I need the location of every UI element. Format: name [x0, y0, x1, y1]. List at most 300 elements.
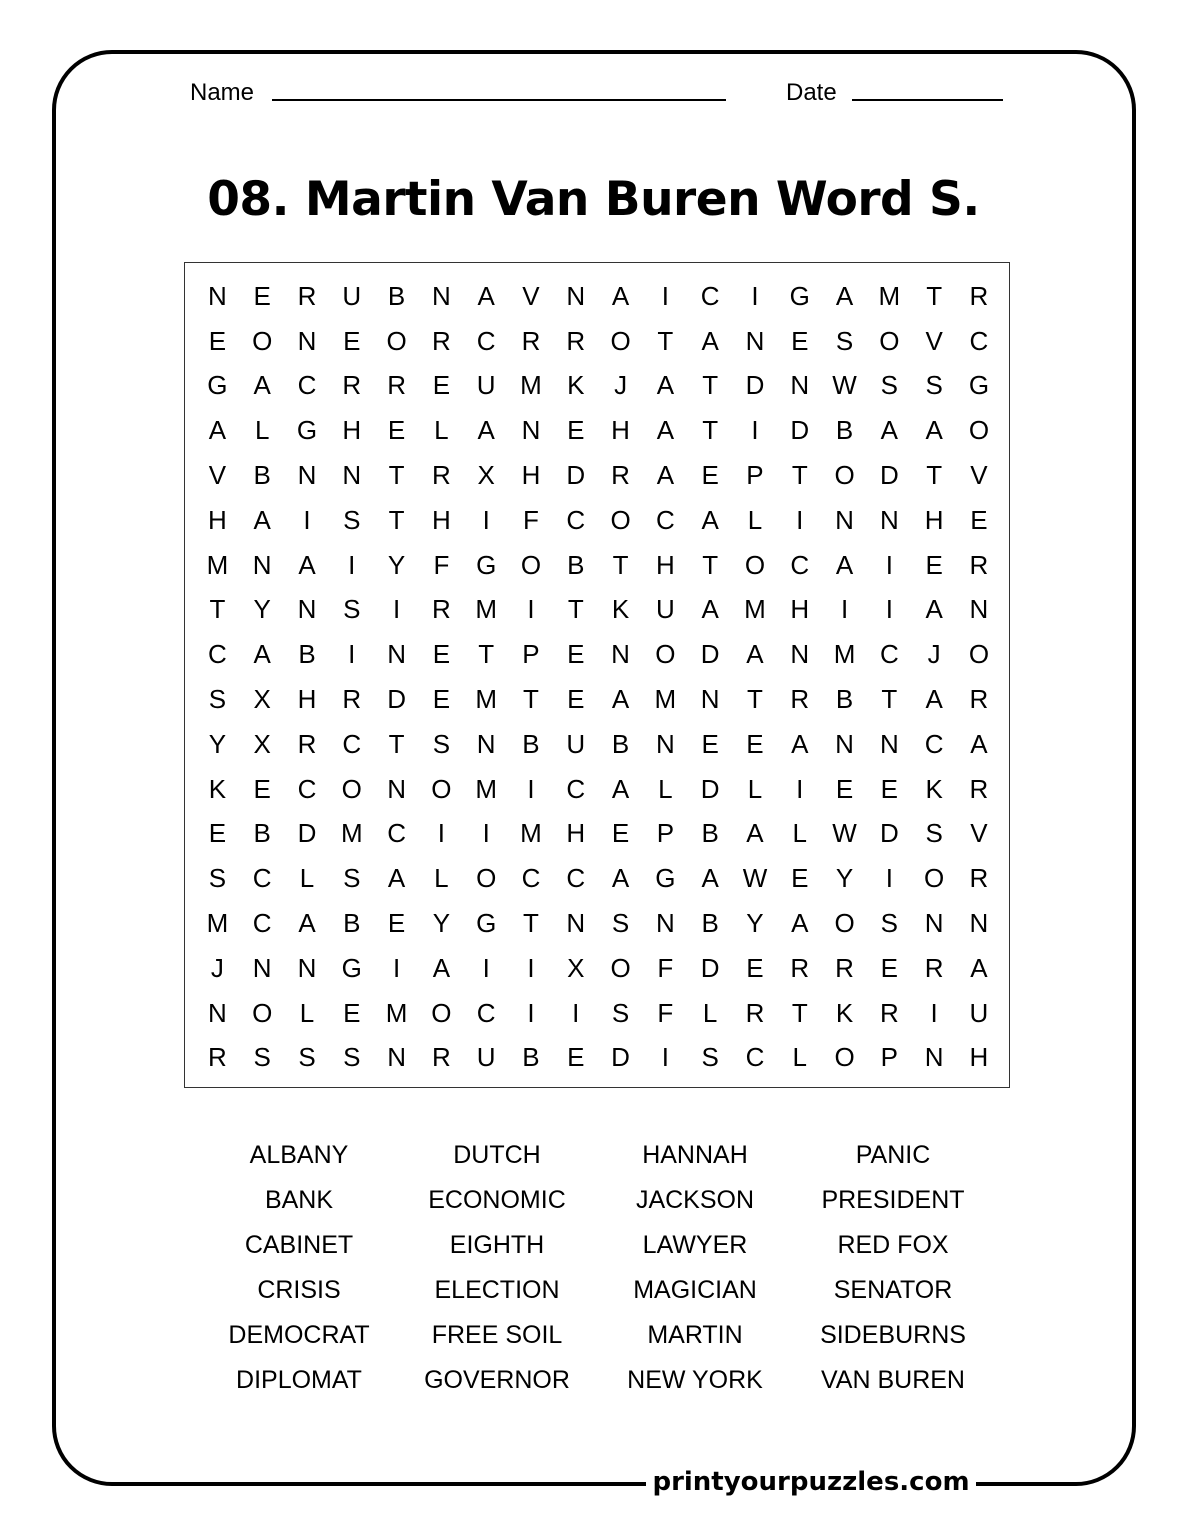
- grid-letter: F: [523, 504, 539, 535]
- grid-letter: N: [924, 908, 944, 939]
- grid-letter: B: [567, 549, 585, 580]
- grid-letter: H: [208, 504, 227, 535]
- grid-letter: A: [298, 549, 316, 580]
- grid-letter: P: [746, 460, 764, 491]
- grid-letter: U: [655, 594, 675, 625]
- grid-letter: B: [835, 684, 854, 715]
- grid-letter: J: [210, 952, 224, 983]
- grid-letter: M: [340, 818, 363, 849]
- grid-letter: N: [297, 460, 317, 491]
- grid-letter: N: [879, 728, 899, 759]
- grid-letter: E: [432, 639, 451, 670]
- word-list-item: ECONOMIC: [428, 1186, 566, 1214]
- grid-letter: C: [252, 863, 272, 894]
- grid-letter: E: [791, 325, 809, 356]
- grid-letter: L: [658, 773, 673, 804]
- date-label: Date: [786, 79, 837, 106]
- grid-letter: T: [702, 370, 719, 401]
- grid-letter: E: [567, 1042, 585, 1073]
- grid-letter: C: [700, 280, 720, 311]
- grid-letter: E: [343, 325, 361, 356]
- grid-letter: H: [790, 594, 810, 625]
- grid-letter: A: [970, 952, 988, 983]
- word-list-item: MARTIN: [647, 1321, 743, 1349]
- grid-letter: V: [522, 280, 540, 311]
- word-list-item: LAWYER: [642, 1231, 748, 1259]
- grid-letter: P: [656, 818, 675, 849]
- grid-letter: W: [832, 818, 857, 849]
- grid-letter: O: [476, 863, 497, 894]
- grid-letter: E: [567, 415, 585, 446]
- grid-letter: L: [702, 997, 718, 1028]
- grid-letter: O: [655, 639, 676, 670]
- grid-letter: U: [566, 728, 586, 759]
- grid-letter: G: [655, 863, 676, 894]
- grid-letter: T: [926, 460, 943, 491]
- grid-letter: R: [431, 325, 451, 356]
- word-list: [200, 1133, 992, 1403]
- word-list-item: DEMOCRAT: [228, 1321, 370, 1349]
- grid-letter: R: [745, 997, 765, 1028]
- grid-letter: A: [656, 460, 675, 491]
- grid-letter: A: [253, 370, 271, 401]
- grid-letter: O: [520, 549, 542, 580]
- grid-letter: H: [566, 818, 586, 849]
- grid-letter: G: [476, 549, 497, 580]
- grid-letter: I: [482, 504, 490, 535]
- grid-letter: B: [701, 908, 719, 939]
- grid-letter: A: [701, 594, 719, 625]
- grid-letter: E: [791, 863, 809, 894]
- grid-letter: M: [206, 549, 229, 580]
- grid-letter: E: [208, 325, 227, 356]
- grid-letter: R: [969, 773, 989, 804]
- grid-letter: N: [252, 952, 272, 983]
- grid-letter: R: [924, 952, 944, 983]
- grid-letter: K: [567, 370, 585, 401]
- grid-letter: E: [343, 997, 361, 1028]
- grid-letter: B: [298, 639, 316, 670]
- grid-letter: I: [527, 997, 535, 1028]
- grid-letter: T: [388, 504, 405, 535]
- word-list-item: EIGHTH: [449, 1231, 545, 1259]
- grid-letter: C: [476, 997, 496, 1028]
- grid-letter: G: [207, 370, 228, 401]
- grid-letter: H: [431, 504, 451, 535]
- grid-letter: Y: [387, 549, 406, 580]
- word-list-item: ELECTION: [434, 1276, 560, 1304]
- grid-letter: A: [208, 415, 227, 446]
- grid-letter: Y: [208, 728, 227, 759]
- grid-letter: U: [476, 370, 496, 401]
- grid-letter: N: [342, 460, 362, 491]
- word-list-item: NEW YORK: [627, 1366, 763, 1394]
- grid-letter: C: [566, 504, 586, 535]
- grid-letter: X: [253, 728, 271, 759]
- grid-letter: C: [297, 773, 317, 804]
- grid-letter: G: [968, 370, 990, 401]
- grid-letter: S: [611, 997, 630, 1028]
- grid-letter: V: [208, 460, 227, 491]
- word-list-item: DIPLOMAT: [236, 1366, 362, 1394]
- grid-letter: N: [297, 325, 317, 356]
- grid-letter: N: [879, 504, 899, 535]
- grid-letter: I: [348, 549, 356, 580]
- grid-letter: N: [297, 594, 317, 625]
- grid-letter: A: [835, 280, 854, 311]
- grid-letter: E: [387, 908, 406, 939]
- word-list-item: ALBANY: [249, 1141, 349, 1169]
- grid-letter: A: [925, 415, 943, 446]
- grid-letter: I: [885, 549, 893, 580]
- grid-letter: T: [567, 594, 584, 625]
- grid-letter: I: [482, 952, 490, 983]
- grid-letter: A: [656, 370, 675, 401]
- grid-letter: S: [343, 863, 361, 894]
- grid-letter: G: [296, 415, 318, 446]
- grid-letter: I: [796, 504, 804, 535]
- grid-letter: R: [431, 594, 451, 625]
- grid-letter: V: [970, 818, 988, 849]
- grid-letter: I: [437, 818, 445, 849]
- grid-letter: N: [611, 639, 630, 670]
- grid-letter: B: [522, 1042, 540, 1073]
- grid-letter: U: [969, 997, 989, 1028]
- grid-letter: R: [342, 684, 362, 715]
- grid-letter: S: [880, 908, 899, 939]
- grid-letter: Y: [835, 863, 854, 894]
- grid-letter: E: [432, 370, 451, 401]
- grid-letter: L: [299, 997, 315, 1028]
- grid-letter: J: [614, 370, 628, 401]
- grid-letter: C: [566, 773, 586, 804]
- grid-letter: K: [835, 997, 854, 1028]
- grid-letter: K: [208, 773, 227, 804]
- grid-letter: E: [835, 773, 854, 804]
- grid-letter: M: [833, 639, 856, 670]
- grid-letter: R: [969, 549, 989, 580]
- grid-letter: B: [522, 728, 540, 759]
- grid-letter: M: [520, 370, 542, 401]
- grid-letter: A: [387, 863, 406, 894]
- name-label: Name: [190, 79, 255, 106]
- word-list-item: CABINET: [244, 1231, 354, 1259]
- grid-letter: O: [610, 952, 631, 983]
- grid-letter: R: [611, 460, 630, 491]
- grid-letter: I: [885, 594, 893, 625]
- grid-letter: D: [566, 460, 586, 491]
- grid-letter: C: [879, 639, 899, 670]
- grid-letter: M: [520, 818, 542, 849]
- word-list-item: SIDEBURNS: [820, 1321, 966, 1349]
- grid-letter: S: [343, 594, 361, 625]
- grid-letter: M: [206, 908, 229, 939]
- word-list-item: HANNAH: [642, 1141, 748, 1169]
- grid-letter: I: [661, 280, 669, 311]
- grid-letter: A: [611, 684, 630, 715]
- grid-letter: N: [969, 594, 989, 625]
- grid-letter: T: [791, 460, 808, 491]
- grid-letter: L: [747, 773, 763, 804]
- grid-letter: N: [924, 1042, 944, 1073]
- grid-letter: O: [431, 773, 452, 804]
- grid-letter: N: [835, 504, 854, 535]
- grid-letter: H: [342, 415, 362, 446]
- grid-letter: C: [521, 863, 541, 894]
- grid-letter: A: [611, 863, 630, 894]
- grid-letter: R: [342, 370, 362, 401]
- grid-letter: C: [476, 325, 496, 356]
- grid-letter: L: [434, 863, 449, 894]
- grid-letter: E: [567, 639, 585, 670]
- grid-letter: O: [744, 549, 766, 580]
- grid-letter: S: [208, 684, 227, 715]
- grid-letter: A: [298, 908, 316, 939]
- grid-letter: P: [880, 1042, 899, 1073]
- grid-letter: A: [656, 415, 675, 446]
- grid-letter: L: [299, 863, 315, 894]
- grid-letter: T: [388, 728, 405, 759]
- grid-letter: B: [253, 460, 271, 491]
- grid-letter: A: [746, 818, 764, 849]
- grid-letter: O: [834, 908, 855, 939]
- grid-letter: M: [385, 997, 408, 1028]
- grid-letter: F: [433, 549, 450, 580]
- grid-letter: N: [476, 728, 496, 759]
- grid-letter: E: [567, 684, 585, 715]
- grid-letter: A: [791, 728, 809, 759]
- word-list-item: RED FOX: [837, 1231, 949, 1259]
- grid-letter: T: [478, 639, 495, 670]
- grid-letter: O: [968, 415, 990, 446]
- grid-letter: E: [701, 728, 719, 759]
- grid-letter: N: [790, 639, 810, 670]
- grid-letter: X: [253, 684, 271, 715]
- grid-letter: O: [252, 325, 273, 356]
- grid-letter: J: [927, 639, 941, 670]
- grid-letter: Y: [253, 594, 271, 625]
- grid-letter: I: [527, 773, 535, 804]
- grid-letter: N: [745, 325, 765, 356]
- grid-letter: I: [885, 863, 893, 894]
- grid-letter: L: [747, 504, 763, 535]
- grid-letter: C: [252, 908, 272, 939]
- grid-letter: R: [521, 325, 541, 356]
- grid-letter: R: [969, 684, 989, 715]
- grid-letter: N: [566, 280, 586, 311]
- word-list-item: DUTCH: [453, 1141, 541, 1169]
- grid-letter: K: [611, 594, 630, 625]
- grid-letter: S: [253, 1042, 271, 1073]
- grid-letter: H: [297, 684, 317, 715]
- grid-letter: S: [925, 818, 943, 849]
- grid-letter: E: [387, 415, 406, 446]
- grid-letter: B: [387, 280, 406, 311]
- grid-letter: O: [341, 773, 362, 804]
- grid-letter: A: [432, 952, 451, 983]
- grid-letter: E: [746, 728, 764, 759]
- grid-letter: C: [208, 639, 227, 670]
- grid-letter: R: [431, 1042, 451, 1073]
- grid-letter: E: [611, 818, 630, 849]
- grid-letter: T: [747, 684, 763, 715]
- word-list-item: SENATOR: [833, 1276, 953, 1304]
- grid-letter: C: [655, 504, 675, 535]
- grid-letter: O: [610, 325, 631, 356]
- grid-letter: R: [790, 952, 810, 983]
- grid-letter: N: [655, 908, 675, 939]
- grid-letter: L: [434, 415, 449, 446]
- grid-letter: M: [744, 594, 766, 625]
- grid-letter: E: [208, 818, 227, 849]
- grid-letter: L: [792, 1042, 807, 1073]
- grid-letter: O: [968, 639, 990, 670]
- grid-letter: N: [790, 370, 810, 401]
- grid-letter: V: [925, 325, 943, 356]
- grid-letter: E: [880, 773, 899, 804]
- grid-letter: T: [702, 415, 719, 446]
- grid-letter: D: [700, 639, 720, 670]
- grid-letter: A: [701, 863, 719, 894]
- grid-letter: O: [252, 997, 273, 1028]
- grid-letter: V: [970, 460, 988, 491]
- grid-letter: O: [924, 863, 945, 894]
- word-list-item: VAN BUREN: [820, 1366, 965, 1394]
- grid-letter: X: [567, 952, 585, 983]
- grid-letter: H: [521, 460, 541, 491]
- grid-letter: D: [297, 818, 317, 849]
- grid-letter: K: [925, 773, 943, 804]
- grid-letter: T: [926, 280, 943, 311]
- grid-letter: H: [924, 504, 944, 535]
- grid-letter: U: [476, 1042, 496, 1073]
- grid-letter: M: [475, 773, 498, 804]
- grid-letter: W: [742, 863, 768, 894]
- grid-letter: C: [790, 549, 810, 580]
- grid-letter: A: [791, 908, 809, 939]
- grid-letter: A: [611, 773, 630, 804]
- grid-letter: E: [925, 549, 943, 580]
- grid-letter: A: [925, 684, 943, 715]
- grid-letter: M: [654, 684, 677, 715]
- grid-letter: S: [208, 863, 227, 894]
- grid-letter: B: [611, 728, 630, 759]
- grid-letter: T: [388, 460, 405, 491]
- grid-letter: S: [343, 1042, 361, 1073]
- grid-letter: E: [253, 280, 271, 311]
- word-list-item: JACKSON: [635, 1186, 755, 1214]
- grid-letter: I: [392, 952, 401, 983]
- grid-letter: N: [297, 952, 317, 983]
- grid-letter: N: [387, 773, 406, 804]
- grid-letter: R: [969, 280, 989, 311]
- grid-letter: L: [792, 818, 807, 849]
- grid-letter: A: [611, 280, 630, 311]
- grid-letter: T: [612, 549, 629, 580]
- grid-letter: I: [527, 594, 535, 625]
- grid-letter: D: [879, 460, 899, 491]
- grid-letter: I: [392, 594, 401, 625]
- grid-letter: A: [835, 549, 854, 580]
- grid-letter: L: [254, 415, 270, 446]
- grid-letter: I: [527, 952, 535, 983]
- grid-letter: G: [476, 908, 497, 939]
- grid-letter: N: [655, 728, 675, 759]
- grid-letter: O: [879, 325, 900, 356]
- puzzle-grid: [195, 274, 1001, 1080]
- grid-letter: W: [832, 370, 857, 401]
- grid-letter: R: [879, 997, 899, 1028]
- grid-letter: B: [343, 908, 361, 939]
- grid-letter: G: [789, 280, 810, 311]
- grid-letter: N: [431, 280, 451, 311]
- grid-letter: R: [835, 952, 854, 983]
- grid-letter: D: [879, 818, 899, 849]
- grid-letter: E: [432, 684, 451, 715]
- grid-letter: I: [572, 997, 580, 1028]
- site-footer: printyourpuzzles.com: [652, 1467, 970, 1497]
- grid-letter: F: [657, 997, 674, 1028]
- grid-letter: P: [522, 639, 540, 670]
- grid-letter: I: [661, 1042, 669, 1073]
- grid-letter: Y: [746, 908, 764, 939]
- grid-letter: O: [834, 1042, 855, 1073]
- grid-letter: R: [387, 370, 406, 401]
- grid-letter: D: [790, 415, 810, 446]
- grid-letter: D: [700, 952, 720, 983]
- grid-letter: B: [701, 818, 719, 849]
- grid-letter: T: [209, 594, 226, 625]
- grid-letter: T: [702, 549, 719, 580]
- grid-letter: H: [611, 415, 630, 446]
- grid-letter: B: [835, 415, 854, 446]
- grid-letter: D: [387, 684, 406, 715]
- grid-letter: S: [880, 370, 899, 401]
- grid-letter: T: [881, 684, 898, 715]
- grid-letter: G: [341, 952, 362, 983]
- grid-letter: D: [700, 773, 720, 804]
- grid-letter: H: [655, 549, 675, 580]
- grid-letter: R: [208, 1042, 227, 1073]
- grid-letter: I: [303, 504, 311, 535]
- grid-letter: R: [969, 863, 989, 894]
- grid-letter: M: [878, 280, 901, 311]
- grid-letter: O: [386, 325, 407, 356]
- grid-letter: A: [253, 504, 271, 535]
- grid-letter: S: [343, 504, 361, 535]
- grid-letter: S: [611, 908, 630, 939]
- grid-letter: A: [970, 728, 988, 759]
- grid-letter: B: [253, 818, 271, 849]
- grid-letter: I: [751, 415, 759, 446]
- grid-letter: R: [566, 325, 586, 356]
- grid-letter: C: [387, 818, 406, 849]
- puzzle-title: 08. Martin Van Buren Word S.: [207, 172, 980, 227]
- grid-letter: T: [523, 684, 539, 715]
- grid-letter: A: [477, 280, 495, 311]
- word-list-item: PANIC: [855, 1141, 931, 1169]
- grid-letter: C: [566, 863, 586, 894]
- word-list-item: GOVERNOR: [424, 1366, 570, 1394]
- grid-letter: N: [208, 997, 227, 1028]
- grid-letter: N: [387, 639, 406, 670]
- grid-letter: E: [701, 460, 719, 491]
- grid-letter: C: [342, 728, 362, 759]
- grid-letter: I: [930, 997, 938, 1028]
- word-list-item: MAGICIAN: [633, 1276, 757, 1304]
- word-list-item: BANK: [264, 1186, 334, 1214]
- word-list-item: FREE SOIL: [431, 1321, 563, 1349]
